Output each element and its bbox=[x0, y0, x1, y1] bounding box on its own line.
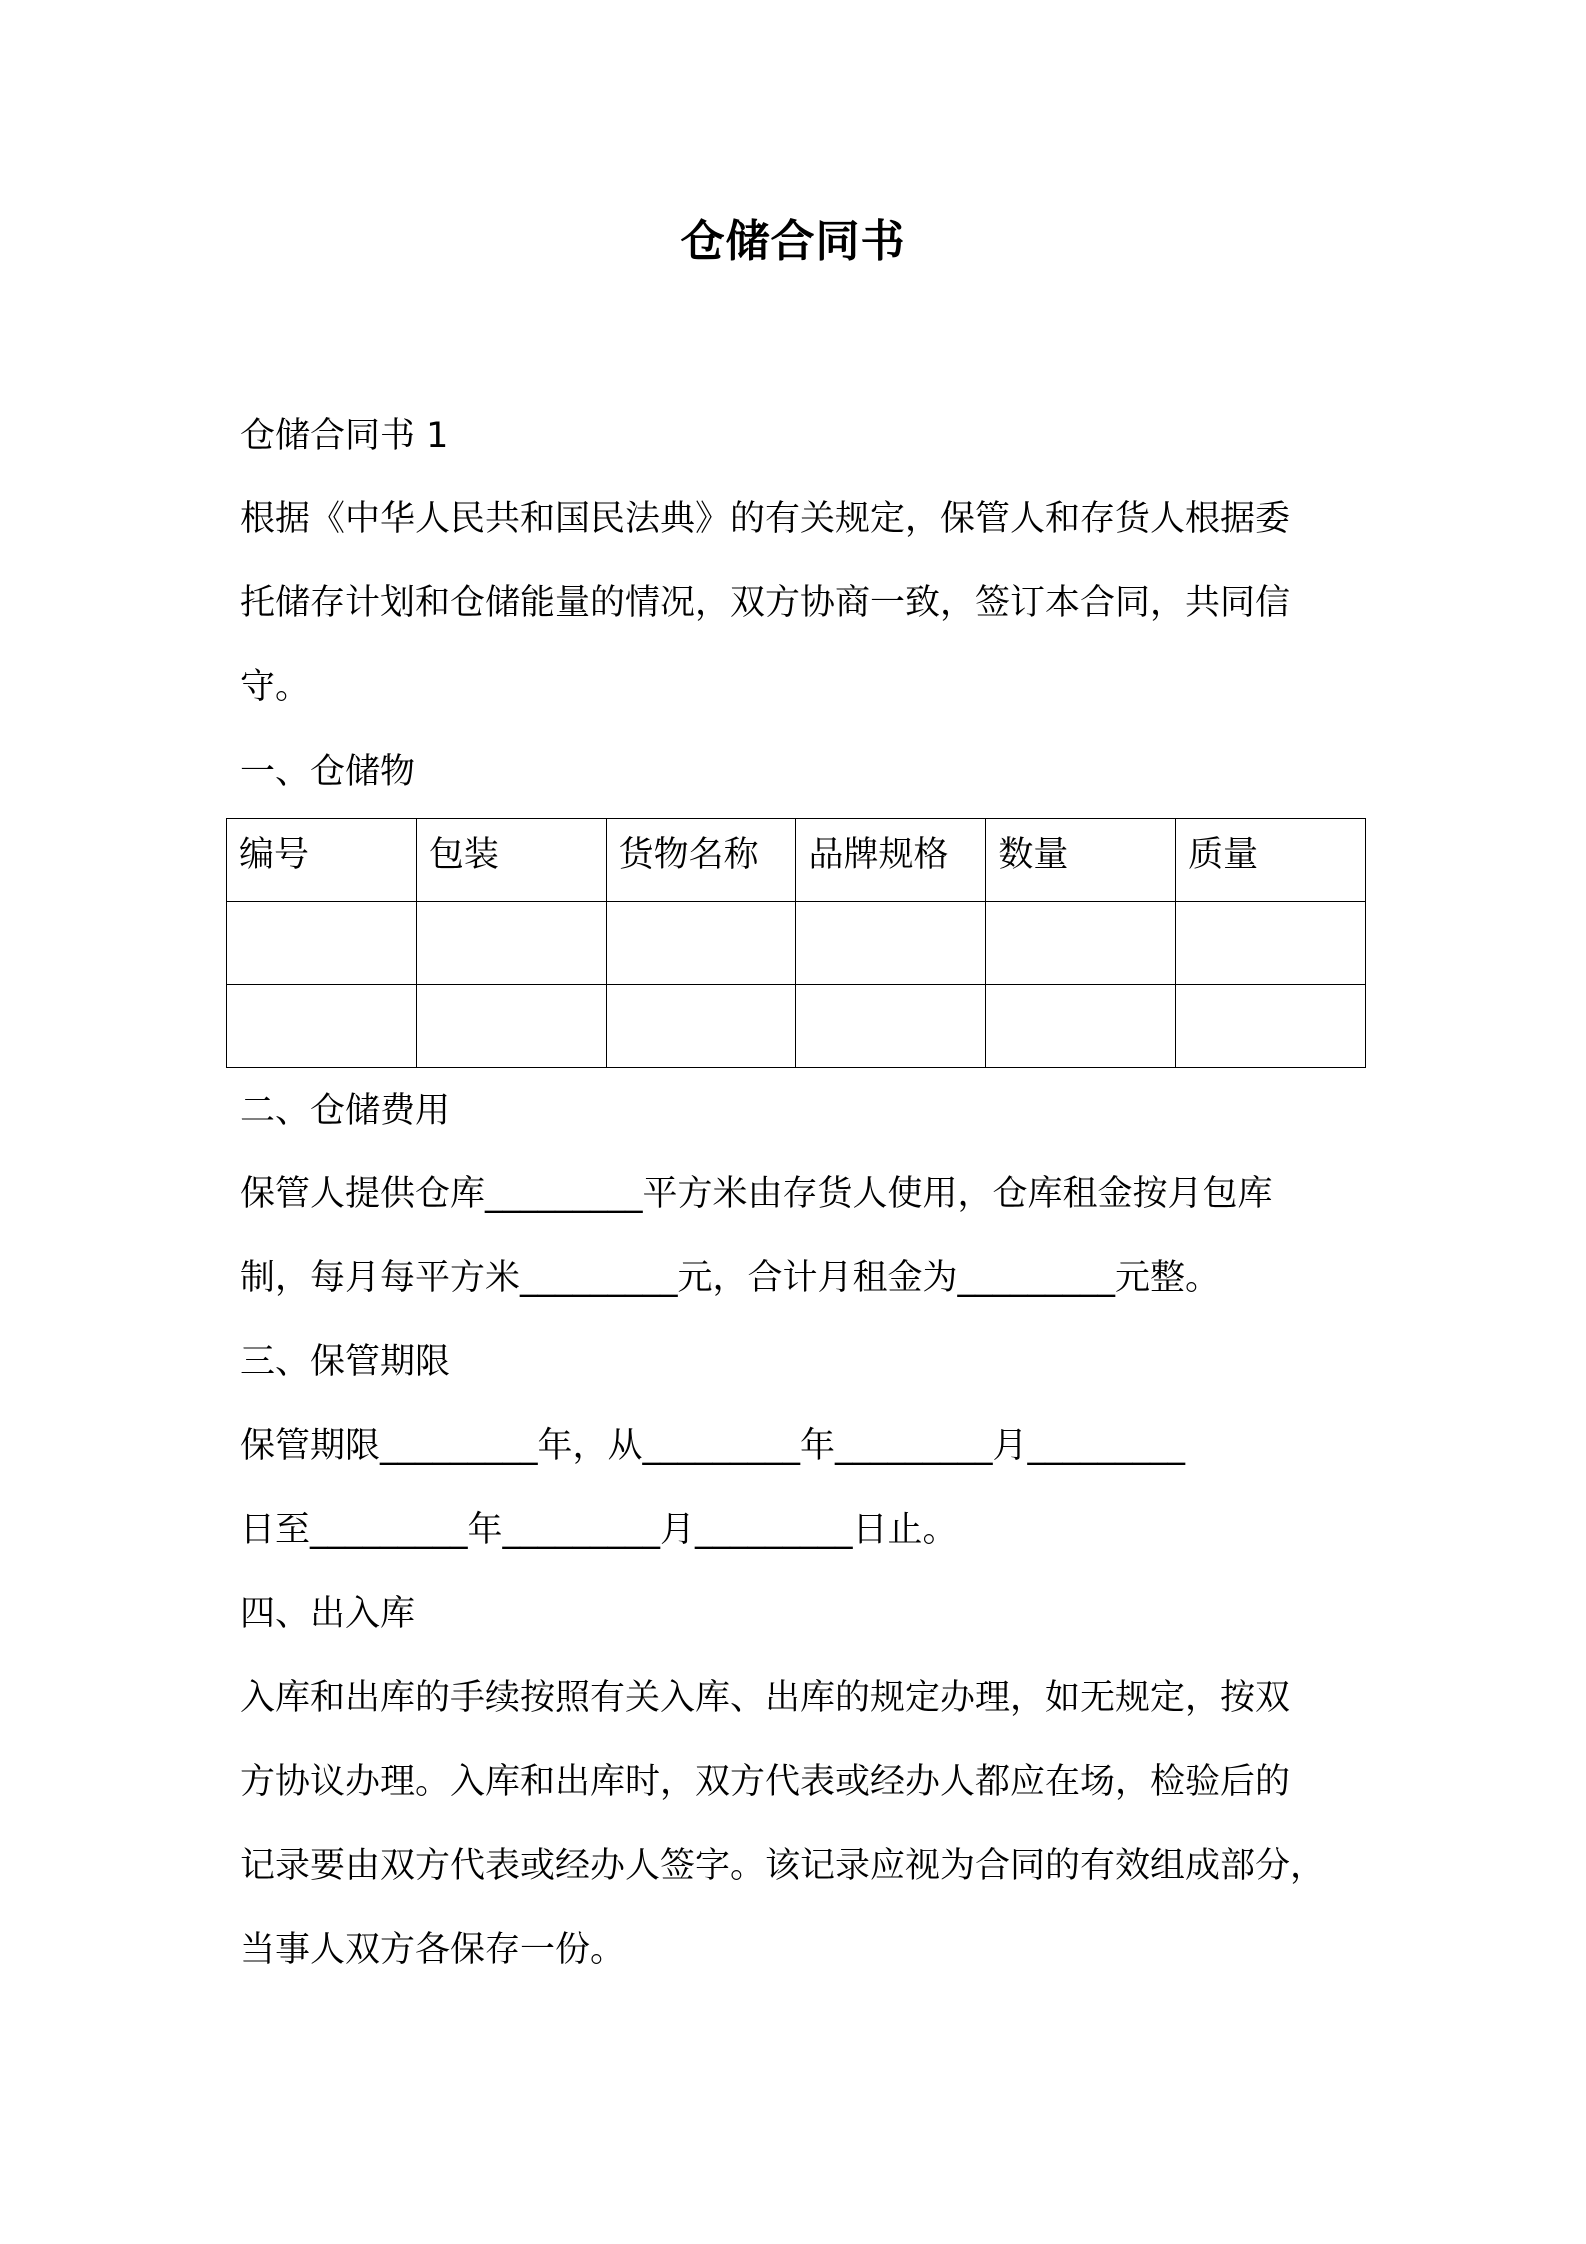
fees-line-1: 保管人提供仓库_________平方米由存货人使用，仓库租金按月包库 bbox=[240, 1174, 1273, 1214]
table-cell bbox=[796, 902, 986, 985]
table-cell bbox=[1176, 902, 1366, 985]
inout-line-3: 记录要由双方代表或经办人签字。该记录应视为合同的有效组成部分， bbox=[240, 1846, 1326, 1886]
section-heading-fees: 二、仓储费用 bbox=[240, 1091, 451, 1131]
table-row bbox=[227, 902, 1366, 985]
intro-line-2: 托储存计划和仓储能量的情况，双方协商一致，签订本合同，共同信 bbox=[240, 583, 1291, 623]
section-heading-inout: 四、出入库 bbox=[240, 1594, 416, 1634]
table-cell bbox=[227, 902, 417, 985]
table-cell bbox=[986, 985, 1176, 1068]
inout-line-1: 入库和出库的手续按照有关入库、出库的规定办理，如无规定，按双 bbox=[240, 1678, 1291, 1718]
goods-table-container bbox=[226, 818, 1366, 1068]
intro-line-3: 守。 bbox=[240, 667, 311, 707]
column-header-goods-name: 货物名称 bbox=[606, 819, 796, 902]
column-header-number: 编号 bbox=[227, 819, 417, 902]
table-cell bbox=[606, 985, 796, 1068]
inout-line-4: 当事人双方各保存一份。 bbox=[240, 1930, 626, 1970]
table-cell bbox=[416, 985, 606, 1068]
table-cell bbox=[986, 902, 1176, 985]
table-cell bbox=[416, 902, 606, 985]
table-cell bbox=[227, 985, 417, 1068]
inout-line-2: 方协议办理。入库和出库时，双方代表或经办人都应在场，检验后的 bbox=[240, 1762, 1291, 1802]
column-header-brand-spec: 品牌规格 bbox=[796, 819, 986, 902]
table-header-row bbox=[227, 819, 1366, 902]
document-subtitle: 仓储合同书 1 bbox=[240, 416, 449, 456]
table-cell bbox=[1176, 985, 1366, 1068]
column-header-quality: 质量 bbox=[1176, 819, 1366, 902]
column-header-quantity: 数量 bbox=[986, 819, 1176, 902]
goods-table bbox=[226, 818, 1366, 1068]
document-title: 仓储合同书 bbox=[680, 216, 906, 267]
term-line-2: 日至_________年_________月_________日止。 bbox=[240, 1510, 958, 1550]
section-heading-goods: 一、仓储物 bbox=[240, 752, 416, 792]
table-cell bbox=[796, 985, 986, 1068]
table-cell bbox=[606, 902, 796, 985]
table-row bbox=[227, 985, 1366, 1068]
intro-line-1: 根据《中华人民共和国民法典》的有关规定，保管人和存货人根据委 bbox=[240, 499, 1291, 539]
fees-line-2: 制，每月每平方米_________元，合计月租金为_________元整。 bbox=[240, 1258, 1221, 1298]
term-line-1: 保管期限_________年，从_________年_________月_________ bbox=[240, 1426, 1186, 1466]
section-heading-term: 三、保管期限 bbox=[240, 1342, 451, 1382]
column-header-packaging: 包装 bbox=[416, 819, 606, 902]
